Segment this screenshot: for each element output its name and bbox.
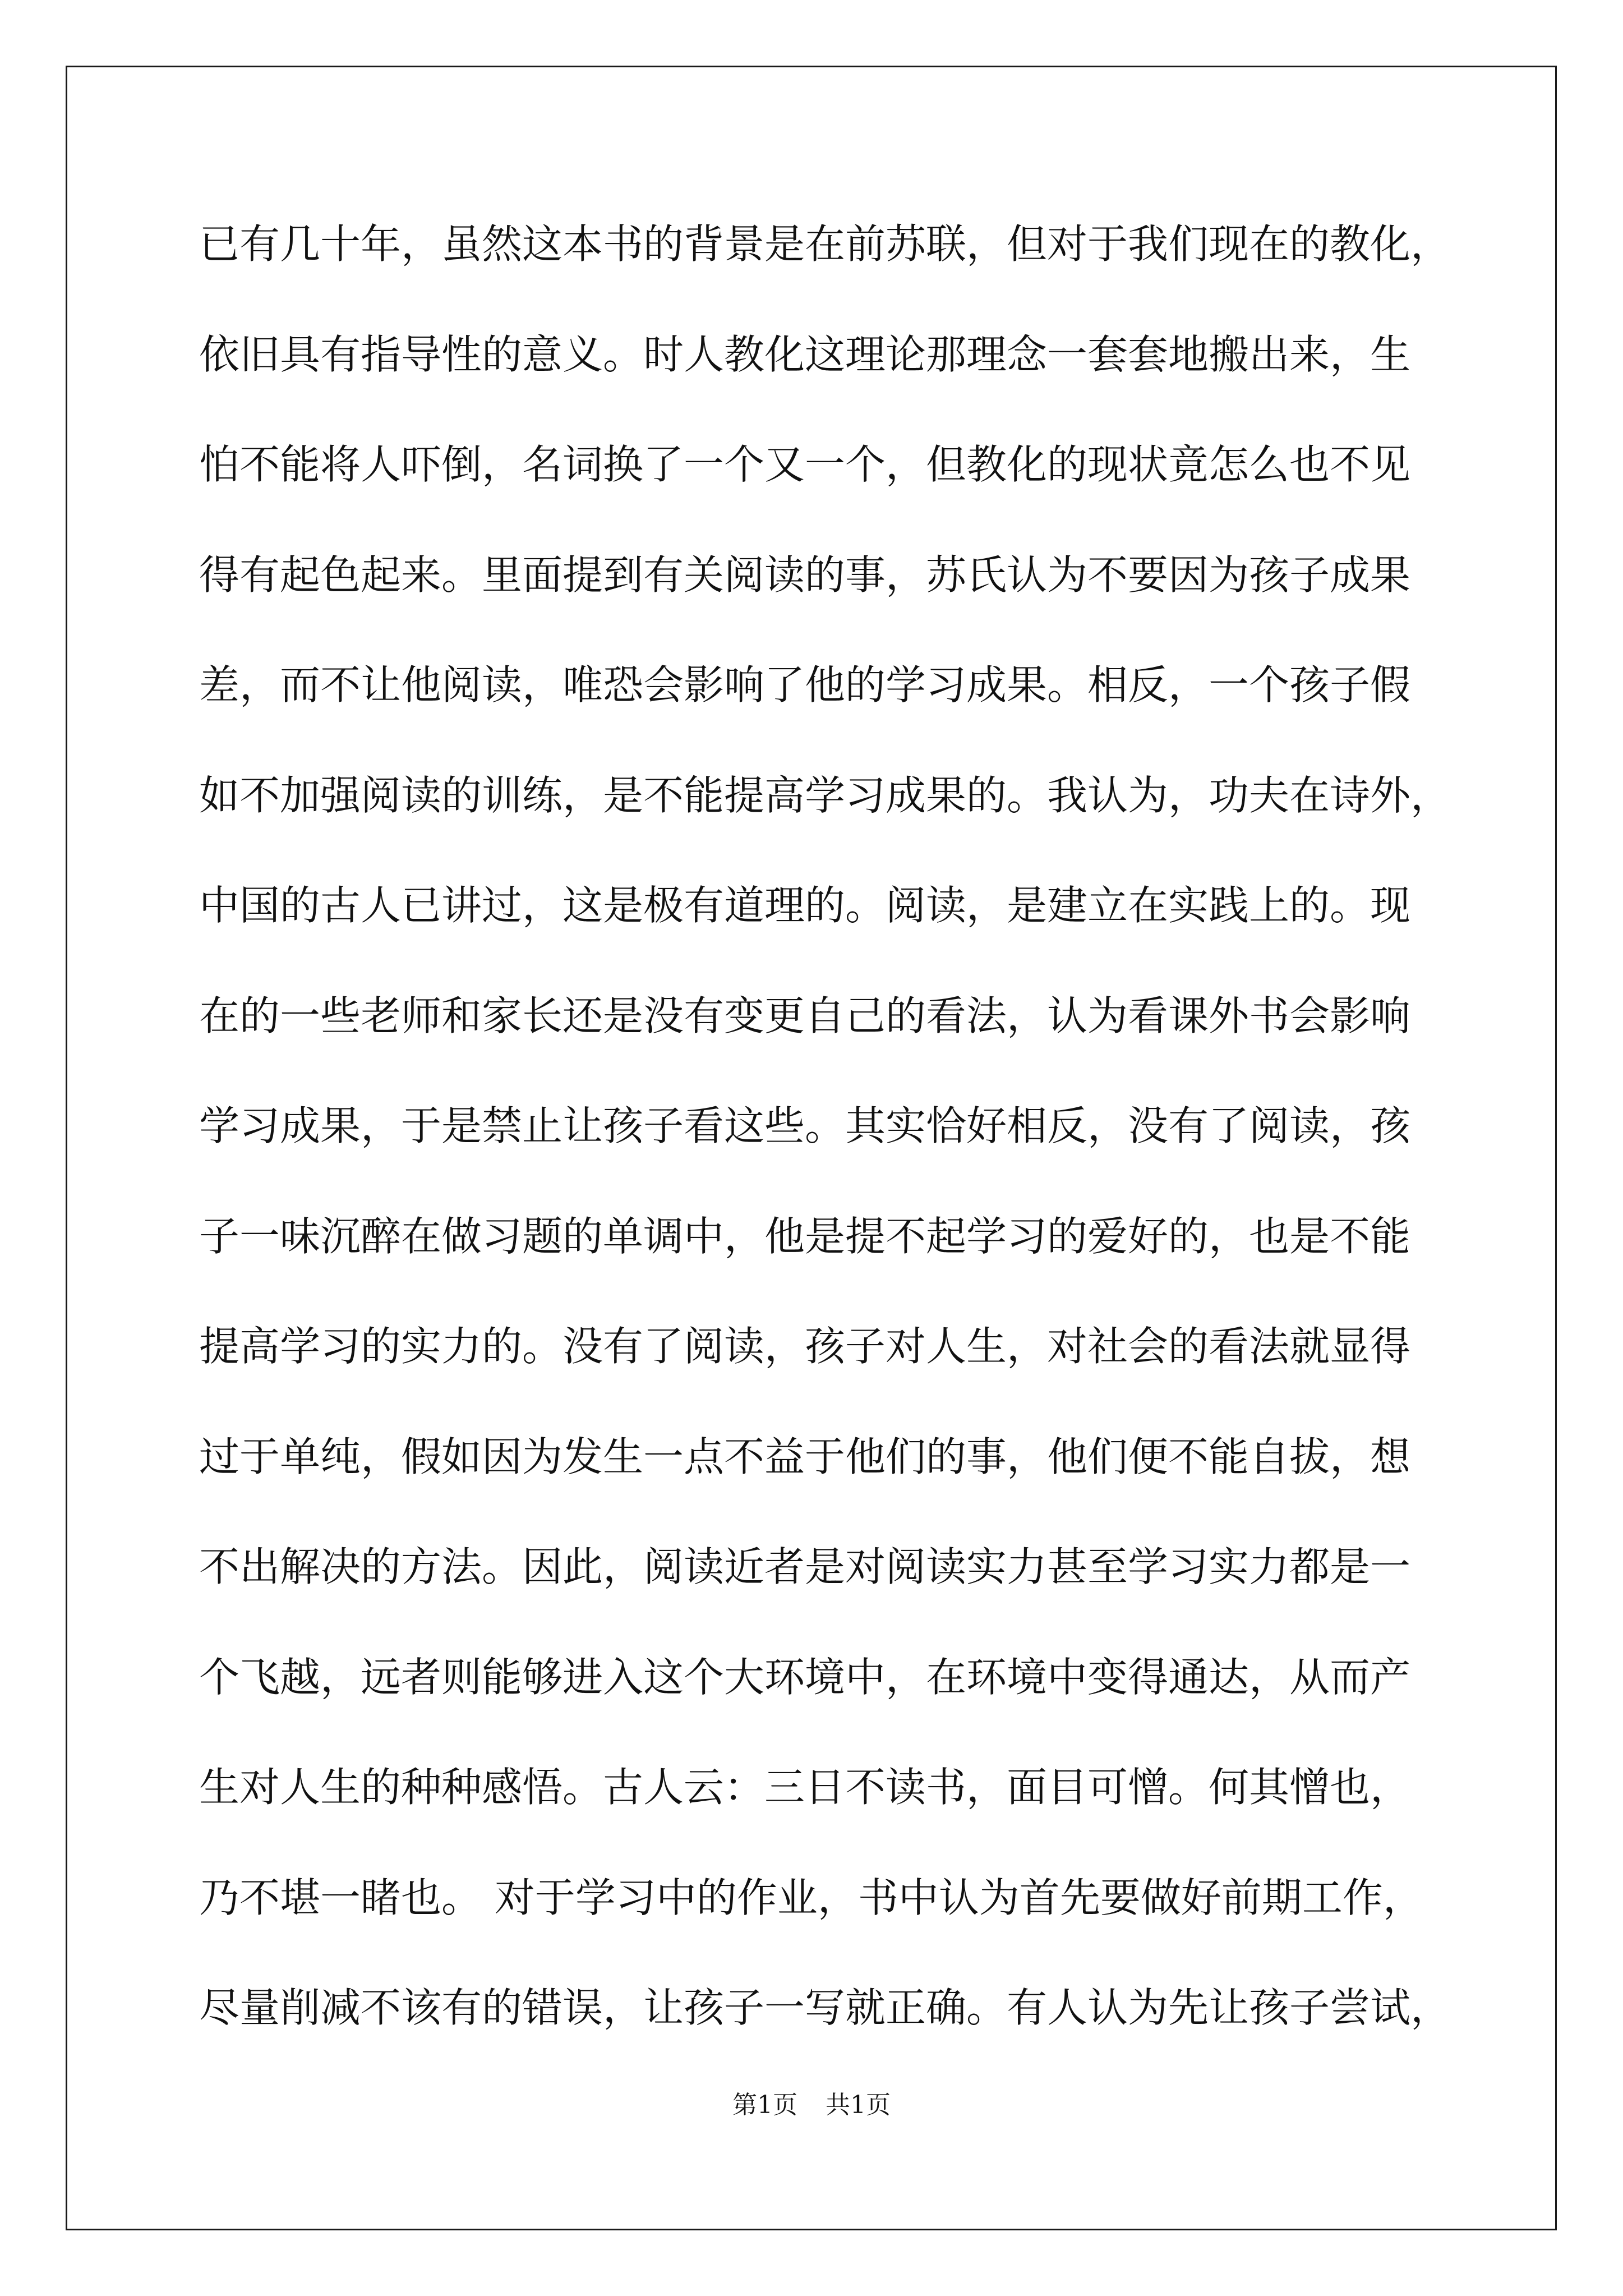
text-line: 乃不堪一睹也。 对于学习中的作业，书中认为首先要做好前期工作， xyxy=(199,1874,1423,1921)
text-line: 已有几十年，虽然这本书的背景是在前苏联，但对于我们现在的教化， xyxy=(199,220,1451,268)
text-line: 尽量削减不该有的错误，让孩子一写就正确。有人认为先让孩子尝试， xyxy=(199,1984,1451,2031)
text-line: 差，而不让他阅读，唯恐会影响了他的学习成果。相反，一个孩子假 xyxy=(199,661,1411,708)
text-line: 提高学习的实力的。没有了阅读，孩子对人生，对社会的看法就显得 xyxy=(199,1323,1411,1370)
text-line: 生对人生的种种感悟。古人云：三日不读书，面目可憎。何其憎也， xyxy=(199,1764,1411,1811)
text-line: 中国的古人已讲过，这是极有道理的。阅读，是建立在实践上的。现 xyxy=(199,882,1411,929)
text-line: 得有起色起来。里面提到有关阅读的事，苏氏认为不要因为孩子成果 xyxy=(199,551,1411,599)
text-line: 在的一些老师和家长还是没有变更自己的看法，认为看课外书会影响 xyxy=(199,992,1411,1039)
text-line: 怕不能将人吓倒，名词换了一个又一个，但教化的现状竟怎么也不见 xyxy=(199,441,1411,488)
page-number-total: 共1页 xyxy=(826,2091,891,2119)
page-footer xyxy=(0,2085,1623,2120)
page-number-current: 第1页 xyxy=(732,2091,797,2119)
text-line: 个飞越，远者则能够进入这个大环境中，在环境中变得通达，从而产 xyxy=(199,1653,1411,1701)
body-text xyxy=(199,210,1451,2085)
text-line: 学习成果，于是禁止让孩子看这些。其实恰好相反，没有了阅读，孩 xyxy=(199,1102,1411,1149)
text-line: 不出解决的方法。因此，阅读近者是对阅读实力甚至学习实力都是一 xyxy=(199,1543,1411,1590)
text-line: 依旧具有指导性的意义。时人教化这理论那理念一套套地搬出来，生 xyxy=(199,330,1411,378)
text-line: 子一味沉醉在做习题的单调中，他是提不起学习的爱好的，也是不能 xyxy=(199,1212,1411,1260)
text-line: 过于单纯，假如因为发生一点不益于他们的事，他们便不能自拔，想 xyxy=(199,1433,1411,1480)
text-line: 如不加强阅读的训练，是不能提高学习成果的。我认为，功夫在诗外， xyxy=(199,771,1451,819)
